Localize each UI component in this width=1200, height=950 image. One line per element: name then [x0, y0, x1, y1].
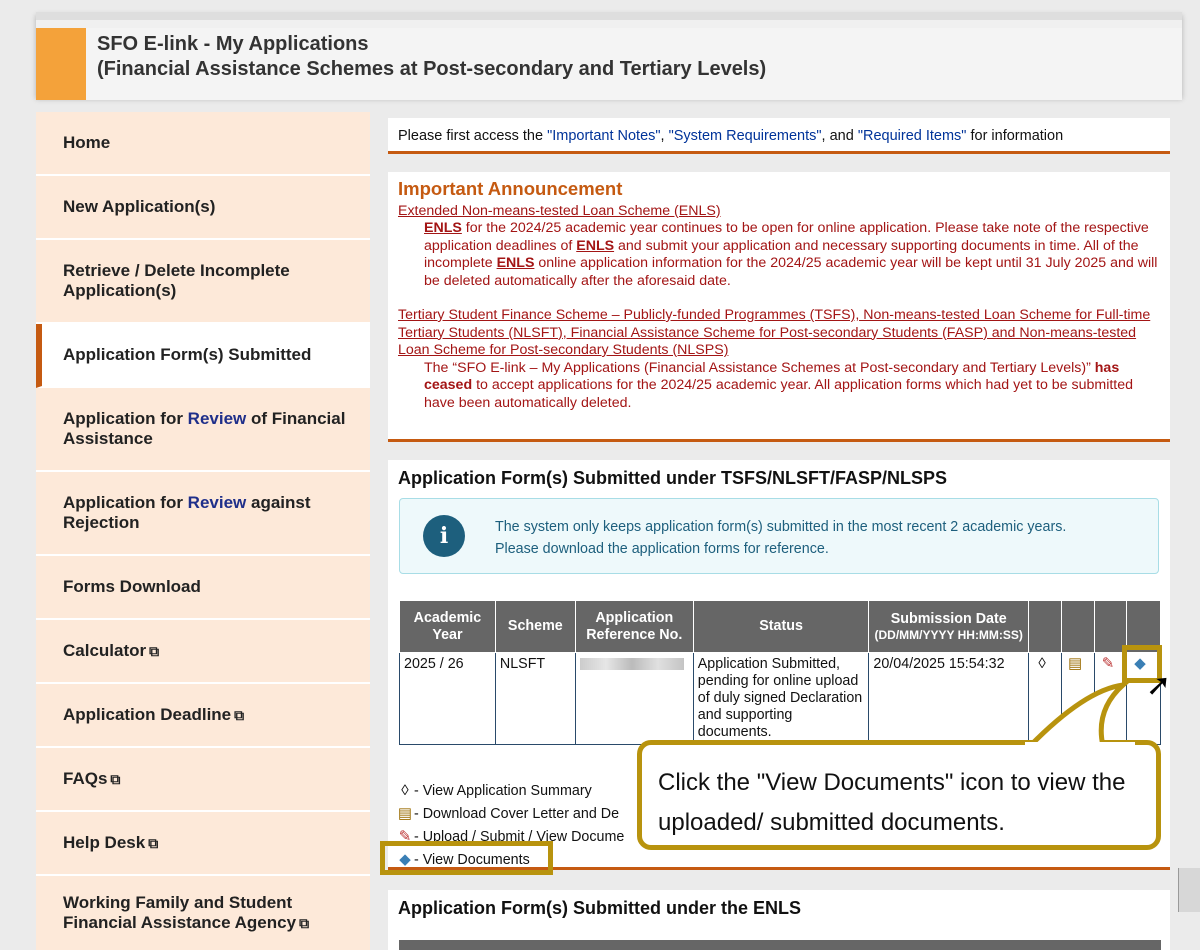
sidebar-item-review-rejection[interactable] [36, 472, 370, 556]
enls-text: online application information for the 2024/25 academic year will be kept until 31 July 2025 and will be deleted automatically after the aforesaid date. [424, 255, 1158, 289]
app-header [36, 12, 1182, 96]
tsfs-heading: Tertiary Student Finance Scheme – Publicly-funded Programmes (TSFS), Non-means-tested Loan Scheme for Full-time Tertiary Students (NLSFT), Financial Assistance Scheme for Post-secondary Students (FASP) and Non-means-tested Loan Scheme for Post-secondary Students (NLSPS) [398, 307, 1151, 358]
external-link-icon: ⧉ [234, 707, 245, 723]
important-notes-link[interactable]: "Important Notes" [547, 128, 661, 144]
system-requirements-link[interactable]: "System Requirements" [668, 128, 822, 144]
legend-label: - View Application Summary [414, 783, 592, 799]
cover-letter-icon: ▤ [397, 805, 413, 822]
info-text: Please first access the [398, 128, 548, 144]
label-part: of Financial Assistance [63, 409, 346, 448]
sidebar-item-retrieve-delete[interactable] [36, 240, 370, 324]
col-icon-2 [1062, 601, 1095, 653]
spacer [398, 290, 1160, 307]
legend-view-documents-highlight [380, 841, 553, 875]
sidebar-item-label [63, 409, 370, 449]
enls-forms-section [388, 890, 1170, 950]
section-title: Application Form(s) Submitted under TSFS/NLSFT/FASP/NLSPS [398, 468, 948, 488]
redacted-reference [580, 658, 684, 670]
view-summary-icon: ◊ [401, 782, 409, 799]
enls-text: for the 2024/25 academic year continues to be open for online application. Please take note of the respective application deadlines of [424, 220, 1149, 254]
required-items-link[interactable]: "Required Items" [857, 128, 967, 144]
upload-documents-icon: ✎ [398, 828, 412, 845]
view-documents-icon: ◆ [399, 851, 411, 868]
notice-line: The system only keeps application form(s) submitted in the most recent 2 academic years. [495, 519, 1067, 535]
legend-label: - Upload / Submit / View Docume [414, 829, 625, 845]
label-part: Working Family and Student Financial Assistance Agency [63, 893, 297, 932]
info-text: for information [966, 128, 1064, 144]
table-header-row [400, 601, 1161, 653]
sidebar-item-label [63, 893, 370, 933]
mouse-cursor-icon: ➚ [1146, 669, 1172, 702]
page-subtitle: (Financial Assistance Schemes at Post-secondary and Tertiary Levels) [97, 58, 767, 80]
info-text: , [660, 128, 669, 144]
sidebar [36, 112, 370, 950]
sidebar-item-label: New Application(s) [63, 197, 216, 216]
upload-documents-icon[interactable]: ✎ [1101, 655, 1115, 672]
cell-status: Application Submitted, pending for online upload of duly signed Declaration and supporting documents. [693, 653, 869, 745]
callout-tail [1025, 680, 1135, 750]
tsfs-text: to accept applications for the 2024/25 academic year. All application forms which had yet to be submitted have been automatically deleted. [424, 377, 1134, 411]
cell-date: 20/04/2025 15:54:32 [869, 653, 1029, 745]
sidebar-item-help-desk[interactable] [36, 812, 370, 876]
external-link-icon: ⧉ [110, 771, 121, 787]
enls-heading: Extended Non-means-tested Loan Scheme (ENLS) [398, 202, 721, 219]
info-text: , and [821, 128, 858, 144]
legend-label: - Download Cover Letter and De [414, 806, 620, 822]
sidebar-item-label: Application Deadline [63, 705, 232, 724]
sidebar-item-review-financial-assistance[interactable] [36, 388, 370, 472]
sidebar-item-label: Application Form(s) Submitted [63, 345, 312, 364]
sidebar-item-label: FAQs [63, 769, 108, 788]
announcement-panel [388, 172, 1170, 442]
sidebar-item-faqs[interactable] [36, 748, 370, 812]
sidebar-item-new-application[interactable] [36, 176, 370, 240]
window-edge [1178, 868, 1200, 912]
sidebar-item-wfsfaa[interactable] [36, 876, 370, 950]
notice-line: Please download the application forms for reference. [495, 541, 829, 557]
sidebar-item-application-deadline[interactable] [36, 684, 370, 748]
sidebar-item-label: Help Desk [63, 833, 146, 852]
sidebar-item-forms-submitted[interactable] [36, 324, 370, 388]
header-accent [36, 28, 86, 100]
tutorial-callout: Click the "View Documents" icon to view the uploaded/ submitted documents. [637, 740, 1161, 850]
enls-text: and submit your application and necessary supporting documents in time. All of the incomplete [424, 237, 1139, 271]
tsfs-paragraph [398, 360, 1160, 413]
cell-reference [575, 653, 693, 745]
enls-abbr: ENLS [576, 237, 615, 254]
sidebar-item-label: Calculator [63, 641, 147, 660]
callout-tail-mask [1025, 742, 1135, 750]
external-link-icon: ⧉ [149, 643, 160, 659]
tsfs-bold: has ceased [424, 359, 1120, 393]
col-icon-1 [1029, 601, 1062, 653]
cell-scheme: NLSFT [495, 653, 575, 745]
table-header-stub [399, 940, 1161, 950]
label-part: Application for [63, 409, 188, 428]
enls-abbr: ENLS [496, 255, 535, 271]
col-label: Submission Date [890, 610, 1007, 627]
col-scheme: Scheme [495, 601, 575, 653]
col-sublabel: (DD/MM/YYYY HH:MM:SS) [874, 627, 1023, 642]
cell-year: 2025 / 26 [400, 653, 496, 745]
announcement-title: Important Announcement [398, 178, 623, 199]
review-word: Review [187, 493, 247, 512]
sidebar-item-forms-download[interactable] [36, 556, 370, 620]
review-word: Review [187, 409, 247, 428]
sidebar-item-label: Forms Download [63, 577, 201, 596]
external-link-icon: ⧉ [299, 915, 310, 931]
external-link-icon: ⧉ [148, 835, 159, 851]
sidebar-item-label: Retrieve / Delete Incomplete Application(s) [63, 261, 290, 300]
notice-text [495, 516, 1066, 560]
info-notice [399, 498, 1159, 574]
col-status: Status [693, 601, 869, 653]
legend-label: - View Documents [414, 852, 530, 868]
col-reference: Application Reference No. [575, 601, 693, 653]
section-title: Application Form(s) Submitted under the ENLS [398, 898, 802, 918]
enls-abbr: ENLS [424, 220, 462, 236]
col-submission-date [869, 601, 1029, 653]
sidebar-item-calculator[interactable] [36, 620, 370, 684]
sidebar-item-home[interactable] [36, 112, 370, 176]
view-documents-icon[interactable]: ◆ [1134, 655, 1146, 672]
col-academic-year: Academic Year [400, 601, 496, 653]
tsfs-text: The “SFO E-link – My Applications (Financial Assistance Schemes at Post-secondary and Tertiary Levels)” [424, 359, 1095, 376]
enls-paragraph [398, 220, 1160, 290]
sidebar-item-label: Home [63, 133, 111, 152]
info-line [388, 118, 1170, 154]
label-part: Application for [63, 493, 188, 512]
info-icon: i [423, 515, 465, 557]
label-part: against Rejection [63, 493, 311, 532]
page-title: SFO E-link - My Applications [97, 33, 369, 55]
sidebar-item-label [63, 493, 370, 533]
view-summary-icon[interactable]: ◊ [1038, 655, 1046, 672]
cover-letter-icon[interactable]: ▤ [1067, 655, 1083, 672]
